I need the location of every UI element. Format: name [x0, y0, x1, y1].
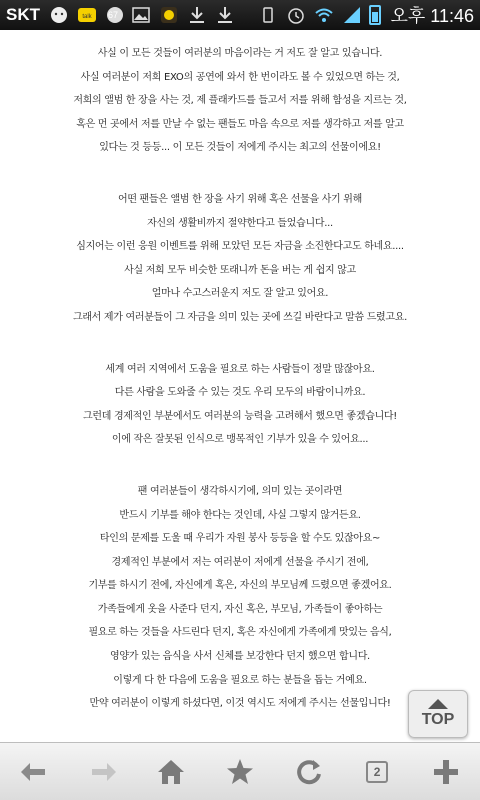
home-button[interactable] [141, 748, 201, 796]
alarm-icon [285, 4, 307, 26]
article-line: 팬 여러분들이 생각하시기에, 의미 있는 곳이라면 [137, 485, 343, 497]
star-icon [225, 757, 255, 787]
article-line: 저희의 앨범 한 장을 사는 것, 제 플래카드를 들고서 저를 위해 함성을 지르는 것, [73, 95, 407, 107]
article-line: 이렇게 다 한 다음에 도움을 필요로 하는 분들을 돕는 거예요. [113, 674, 367, 686]
carrier-name: SKT [6, 5, 40, 24]
article-line: 있다는 것 등등... 이 모든 것들이 저에게 주시는 최고의 선물이에요! [99, 142, 381, 154]
article-line: 사실 여러분이 저희 EXO의 공연에 와서 한 번이라도 볼 수 있었으면 하는 것, [80, 71, 400, 83]
notification-badge-count: 67 [108, 10, 119, 20]
plus-icon [431, 757, 461, 787]
article-paragraph [0, 480, 480, 716]
svg-text:talk: talk [82, 14, 92, 20]
talk-notification-icon [76, 4, 98, 26]
article-content[interactable] [0, 30, 480, 742]
battery-icon [369, 5, 381, 25]
article-line: 만약 여러분이 이렇게 하셨다면, 이것 역시도 저에게 주시는 선물입니다! [89, 698, 391, 710]
refresh-button[interactable] [279, 748, 339, 796]
new-tab-button[interactable] [416, 748, 476, 796]
article-line: 다른 사람을 도와줄 수 있는 것도 우리 모두의 바람이니까요. [114, 387, 366, 399]
vibrate-icon [257, 4, 279, 26]
forward-button[interactable] [73, 748, 133, 796]
article-line: 기부를 하시기 전에, 자신에게 혹은, 자신의 부모님께 드렸으면 좋겠어요. [88, 580, 392, 592]
back-button[interactable] [4, 748, 64, 796]
article-line: 자신의 생활비까지 절약한다고 들었습니다... [147, 217, 333, 229]
article-line: 얼마나 수고스러운지 저도 잘 알고 있어요. [151, 288, 329, 300]
signal-icon [341, 4, 363, 26]
browser-toolbar [0, 742, 480, 800]
download-icon-2 [214, 4, 236, 26]
article-line: 영양가 있는 음식을 사서 신체를 보강한다 던지 했으면 합니다. [110, 651, 370, 663]
up-arrow-icon [428, 699, 448, 709]
article-line: 사실 이 모든 것들이 여러분의 마음이라는 거 저도 잘 알고 있습니다. [97, 48, 383, 59]
article-line: 그런데 경제적인 부분에서도 여러분의 능력을 고려해서 했으면 좋겠습니다! [82, 410, 398, 422]
kakao-icon [158, 4, 180, 26]
download-icon [186, 4, 208, 26]
article-line: 그래서 제가 여러분들이 그 자금을 의미 있는 곳에 쓰길 바란다고 말씀 드렸고요. [72, 311, 408, 323]
image-icon [130, 4, 152, 26]
scroll-to-top-button[interactable] [408, 690, 468, 738]
article-line: 가족들에게 옷을 사준다 던지, 자신 혹은, 부모님, 가족들이 좋아하는 [97, 603, 383, 615]
wifi-icon [313, 4, 335, 26]
article-line: 사실 저희 모두 비슷한 또래니까 돈을 버는 게 쉽지 않고 [124, 264, 356, 276]
clock: 오후 11:46 [390, 6, 474, 26]
forward-arrow-icon [88, 757, 118, 787]
article-paragraph [0, 358, 480, 452]
tab-count-badge: 2 [366, 761, 388, 783]
bookmark-button[interactable] [210, 748, 270, 796]
top-button-label: TOP [421, 711, 455, 728]
article-line: 필요로 하는 것들을 사드린다 던지, 혹은 자신에게 가족에게 맛있는 음식, [88, 627, 392, 639]
refresh-icon [294, 757, 324, 787]
article-paragraph [0, 42, 480, 160]
back-arrow-icon [19, 757, 49, 787]
article-line: 심지어는 이런 응원 이벤트를 위해 모았던 모든 자금을 소진한다고도 하네요.... [76, 241, 404, 253]
article-line: 타인의 문제를 도울 때 우리가 자원 봉사 등등을 할 수도 있잖아요~ [99, 533, 381, 545]
article-line: 혹은 먼 곳에서 저를 만날 수 없는 팬들도 마음 속으로 저를 생각하고 저를 알고 [76, 118, 404, 130]
home-icon [156, 757, 186, 787]
article-line: 반드시 기부를 해야 한다는 것인데, 사실 그렇지 않거든요. [119, 509, 361, 521]
status-bar [0, 0, 480, 30]
tabs-button[interactable] [347, 748, 407, 796]
article-line: 경제적인 부분에서 저는 여러분이 저에게 선물을 주시기 전에, [111, 556, 369, 568]
article-line: 어떤 팬들은 앨범 한 장을 사기 위해 혹은 선물을 사기 위해 [117, 193, 363, 205]
article-paragraph [0, 188, 480, 330]
article-line: 이에 작은 잘못된 인식으로 맹목적인 기부가 있을 수 있어요... [111, 434, 369, 446]
app-notification-icon [48, 4, 70, 26]
article-line: 세계 여러 지역에서 도움을 필요로 하는 사람들이 정말 많잖아요. [105, 363, 375, 375]
